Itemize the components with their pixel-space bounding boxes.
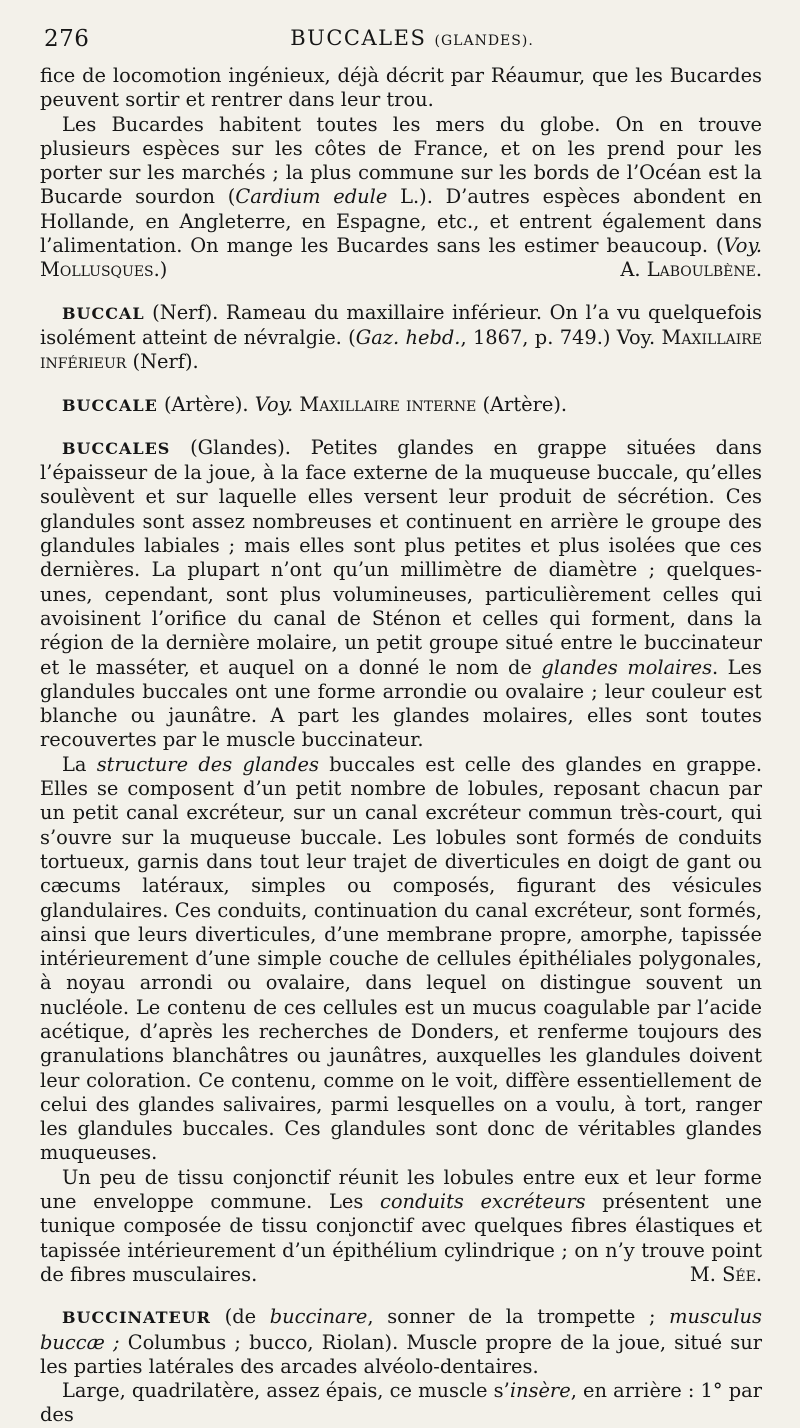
entry-buccale: BUCCALE (Artère). Voy. Maxillaire interne (Artère). — [62, 392, 568, 416]
headword: BUCCAL — [62, 303, 145, 323]
entry-buccales: BUCCALES (Glandes). Petites glandes en grappe situées dans l’épaisseur de la joue, à la face externe de la muqueuse buccale, qu’elles soulèvent et sur laquelle elles versent leur produit de sécrétion. Ces glandules sont assez nombreuses et continuent en arrière le groupe des glandules labiales ; mais elles sont plus petites et plus isolées que ces dernières. La plupart n’ont qu’un millimètre de diamètre ; quelques-unes, cependant, sont plus volumineuses, particulièrement celles qui avoisinent l’orifice du canal de Sténon et celles qui forment, dans la région de la dernière molaire, un petit groupe situé entre le buccinateur et le masséter, et auquel on a donné le nom de glandes molaires. Les glandules buccales ont une forme arrondie ou ovalaire ; leur couleur est blanche ou jaunâtre. A part les glandes molaires, elles sont toutes recouvertes par le muscle buccinateur. — [40, 435, 762, 752]
running-title-sub: (GLANDES). — [434, 33, 534, 49]
author-signature: A. Laboulbène. — [620, 258, 762, 282]
buccales-tissue-paragraph: Un peu de tissu conjonctif réunit les lobules entre eux et leur forme une enveloppe commune. Les conduits excréteurs présentent une tunique composée de tissu conjonctif avec quelques fibres élastiques et tapissée intérieurement d’un épithélium cylindrique ; on n’y trouve point de fibres musculaires. M. Sée. — [40, 1165, 762, 1286]
headword: BUCCALES — [62, 438, 171, 458]
running-title — [44, 26, 780, 50]
running-title-main: BUCCALES — [290, 26, 427, 50]
entry-buccinateur: BUCCINATEUR (de buccinare, sonner de la trompette ; musculus buccæ ; Columbus ; bucco, Riolan). Muscle propre de la joue, situé sur les parties latérales des arcades alvéolo-dentaires. — [40, 1305, 762, 1378]
page-number: 276 — [44, 26, 90, 52]
buccinateur-paragraph-2: Large, quadrilatère, assez épais, ce muscle s’insère, en arrière : 1° par des — [40, 1379, 762, 1427]
continuation-paragraph: fice de locomotion ingénieux, déjà décrit par Réaumur, que les Bucardes peuvent sortir et rentrer dans leur trou. — [40, 64, 762, 112]
running-header — [44, 26, 780, 62]
buccales-structure-paragraph: La structure des glandes buccales est celle des glandes en grappe. Elles se composent d’un petit nombre de lobules, reposant chacun par un petit canal excréteur, sur un canal excréteur commun très-court, qui s’ouvre sur la muqueuse buccale. Les lobules sont formés de conduits tortueux, garnis dans tout leur trajet de diverticules en doigt de gant ou cæcums latéraux, simples ou composés, figurant des vésicules glandulaires. Ces conduits, continuation du canal excréteur, sont formés, ainsi que leurs diverticules, d’une membrane propre, amorphe, tapissée intérieurement d’une simple couche de cellules épithéliales polygonales, à noyau arrondi ou ovalaire, dans lequel on distingue souvent un nucléole. Le contenu de ces cellules est un mucus coagulable par l’acide acétique, d’après les recherches de Donders, et renferme toujours des granulations blanchâtres ou jaunâtres, auxquelles les glandules doivent leur coloration. Ce contenu, comme on le voit, diffère essentiellement de celui des glandes salivaires, parmi lesquelles on a voulu, à tort, ranger les glandules buccales. Ces glandules sont donc de véritables glandes muqueuses. — [40, 752, 762, 1165]
headword: BUCCINATEUR — [62, 1308, 211, 1328]
bucarde-paragraph: Les Bucardes habitent toutes les mers du globe. On en trouve plusieurs espèces sur les côtes de France, et on les prend pour les porter sur les marchés ; la plus commune sur les bords de l’Océan est la Bucarde sourdon (Cardium edule L.). D’autres espèces abondent en Hollande, en Angleterre, en Espagne, etc., et entrent également dans l’alimentation. On mange les Bucardes sans les estimer beaucoup. (Voy. Mollusques.) A. Laboulbène. — [40, 112, 762, 282]
author-signature: M. Sée. — [689, 1262, 762, 1286]
entry-buccal: BUCCAL (Nerf). Rameau du maxillaire inférieur. On l’a vu quelquefois isolément atteint de névralgie. (Gaz. hebd., 1867, p. 749.) Voy. Maxillaire inférieur (Nerf). — [40, 300, 763, 374]
page-body — [40, 64, 762, 1428]
headword: BUCCALE — [62, 395, 158, 415]
